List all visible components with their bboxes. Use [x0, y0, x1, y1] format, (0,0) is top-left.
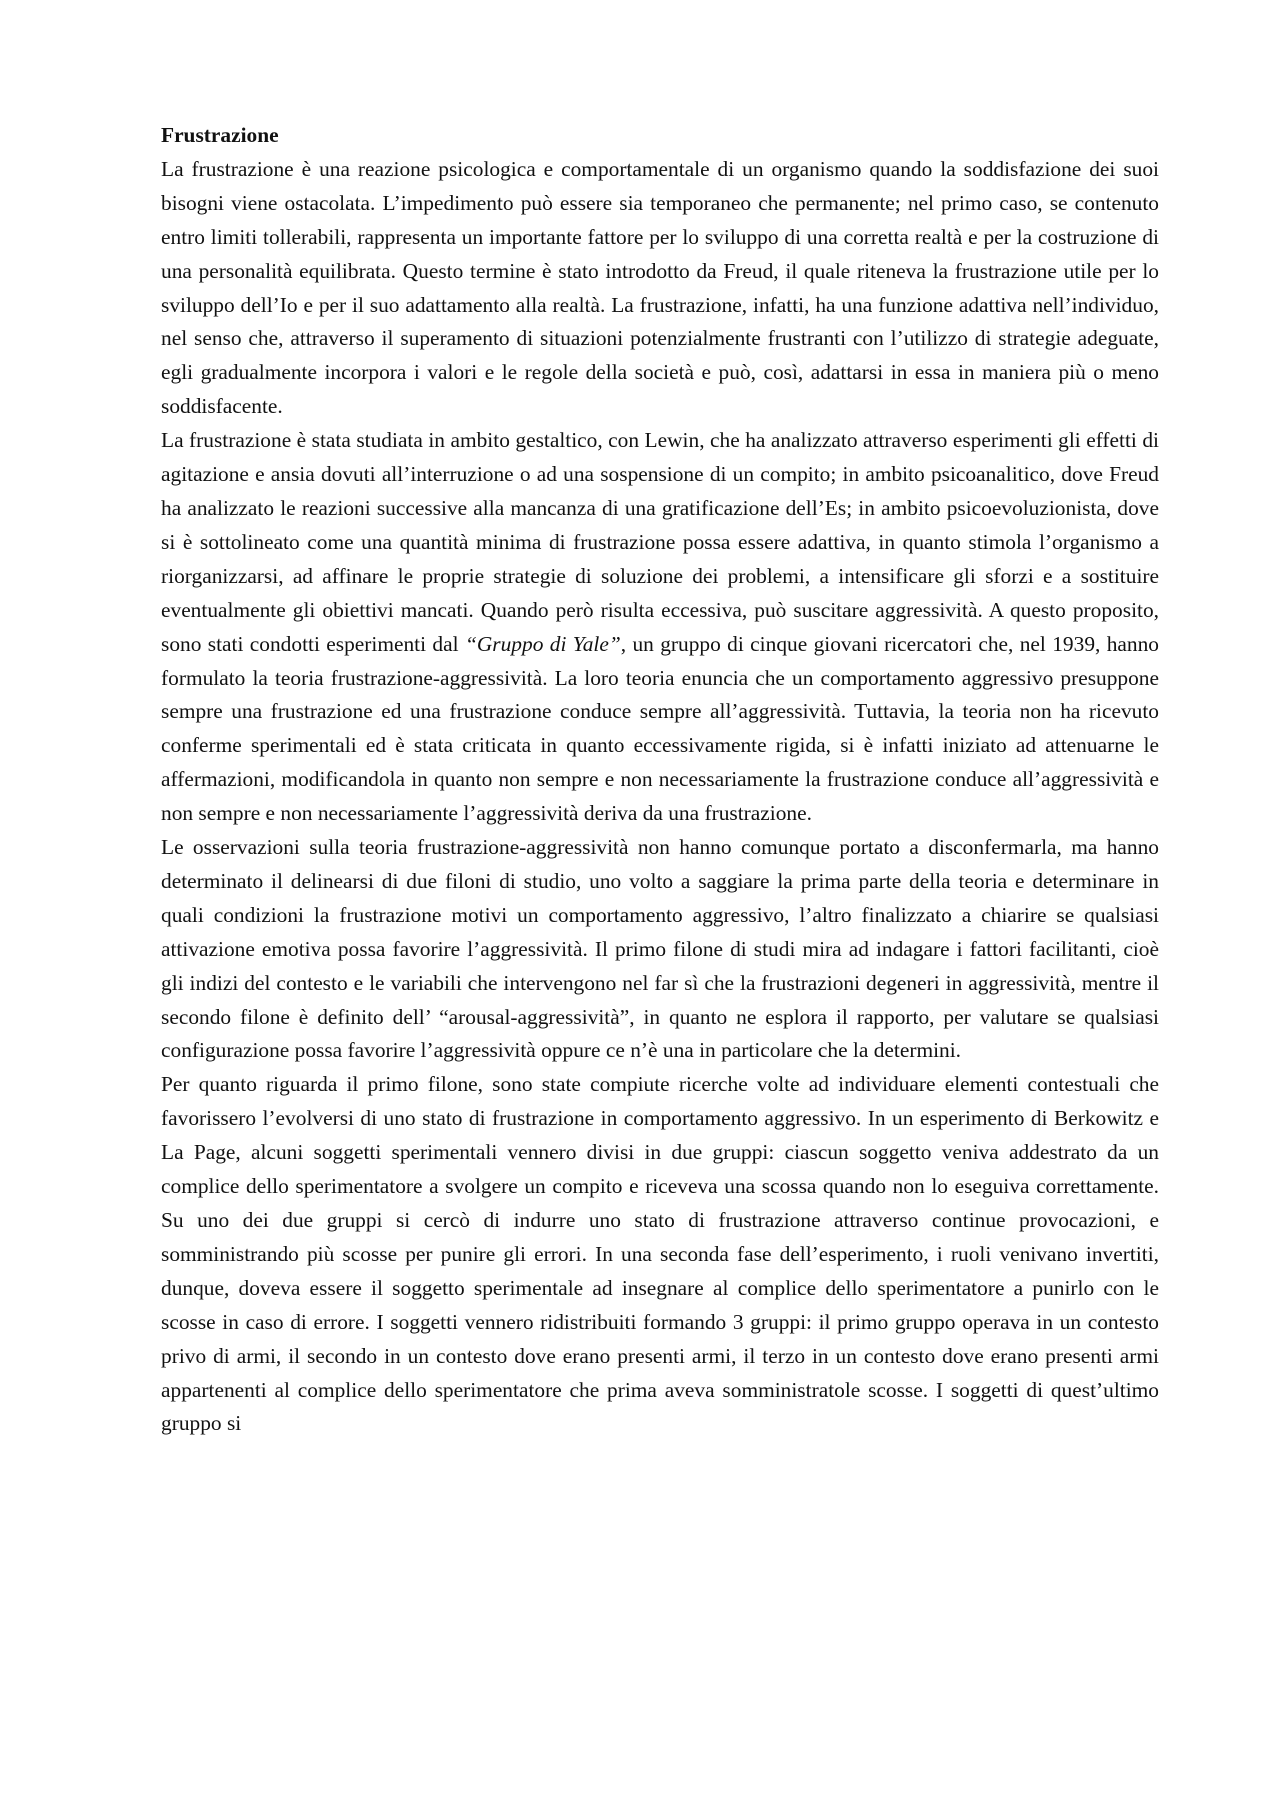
document-page [161, 119, 1159, 1441]
gruppo-di-yale-italic: “Gruppo di Yale” [464, 631, 621, 656]
paragraph-3: Le osservazioni sulla teoria frustrazione-aggressività non hanno comunque portato a disconfermarla, ma hanno determinato il delinearsi di due filoni di studio, uno volto a saggiare la prima parte della teoria e determinare in quali condizioni la frustrazione motivi un comportamento aggressivo, l’altro finalizzato a chiarire se qualsiasi attivazione emotiva possa favorire l’aggressività. Il primo filone di studi mira ad indagare i fattori facilitanti, cioè gli indizi del contesto e le variabili che intervengono nel far sì che la frustrazioni degeneri in aggressività, mentre il secondo filone è definito dell’ “arousal-aggressività”, in quanto ne esplora il rapporto, per valutare se qualsiasi configurazione possa favorire l’aggressività oppure ce n’è una in particolare che la determini. [161, 835, 1159, 1063]
paragraph-2-after: , un gruppo di cinque giovani ricercatori che, nel 1939, hanno formulato la teoria frustrazione-aggressività. La loro teoria enuncia che un comportamento aggressivo presuppone sempre una frustrazione ed una frustrazione conduce sempre all’aggressività. Tuttavia, la teoria non ha ricevuto conferme sperimentali ed è stata criticata in quanto eccessivamente rigida, si è infatti iniziato ad attenuarne le affermazioni, modificandola in quanto non sempre e non necessariamente la frustrazione conduce all’aggressività e non sempre e non necessariamente l’aggressività deriva da una frustrazione. [161, 631, 1160, 826]
paragraph-4: Per quanto riguarda il primo filone, sono state compiute ricerche volte ad individuare elementi contestuali che favorissero l’evolversi di uno stato di frustrazione in comportamento aggressivo. In un esperimento di Berkowitz e La Page, alcuni soggetti sperimentali vennero divisi in due gruppi: ciascun soggetto veniva addestrato da un complice dello sperimentatore a svolgere un compito e riceveva una scossa quando non lo eseguiva correttamente. Su uno dei due gruppi si cercò di indurre uno stato di frustrazione attraverso continue provocazioni, e somministrando più scosse per punire gli errori. In una seconda fase dell’esperimento, i ruoli venivano invertiti, dunque, doveva essere il soggetto sperimentale ad insegnare al complice dello sperimentatore a punirlo con le scosse in caso di errore. I soggetti vennero ridistribuiti formando 3 gruppi: il primo gruppo operava in un contesto privo di armi, il secondo in un contesto dove erano presenti armi, il terzo in un contesto dove erano presenti armi appartenenti al complice dello sperimentatore che prima aveva somministratole scosse. I soggetti di quest’ultimo gruppo si [161, 1072, 1159, 1436]
paragraph-2-before: La frustrazione è stata studiata in ambito gestaltico, con Lewin, che ha analizzato attraverso esperimenti gli effetti di agitazione e ansia dovuti all’interruzione o ad una sospensione di un compito; in ambito psicoanalitico, dove Freud ha analizzato le reazioni successive alla mancanza di una gratificazione dell’Es; in ambito psicoevoluzionista, dove si è sottolineato come una quantità minima di frustrazione possa essere adattiva, in quanto stimola l’organismo a riorganizzarsi, ad affinare le proprie strategie di soluzione dei problemi, a intensificare gli sforzi e a sostituire eventualmente gli obiettivi mancati. Quando però risulta eccessiva, può suscitare aggressività. A questo proposito, sono stati condotti esperimenti dal [161, 428, 1159, 656]
paragraph-1: La frustrazione è una reazione psicologica e comportamentale di un organismo quando la soddisfazione dei suoi bisogni viene ostacolata. L’impedimento può essere sia temporaneo che permanente; nel primo caso, se contenuto entro limiti tollerabili, rappresenta un importante fattore per lo sviluppo di una corretta realtà e per la costruzione di una personalità equilibrata. Questo termine è stato introdotto da Freud, il quale riteneva la frustrazione utile per lo sviluppo dell’Io e per il suo adattamento alla realtà. La frustrazione, infatti, ha una funzione adattiva nell’individuo, nel senso che, attraverso il superamento di situazioni potenzialmente frustranti con l’utilizzo di strategie adeguate, egli gradualmente incorpora i valori e le regole della società e può, così, adattarsi in essa in maniera più o meno soddisfacente. [161, 156, 1159, 419]
document-title: Frustrazione [161, 123, 279, 147]
paragraph-2 [161, 424, 1159, 831]
